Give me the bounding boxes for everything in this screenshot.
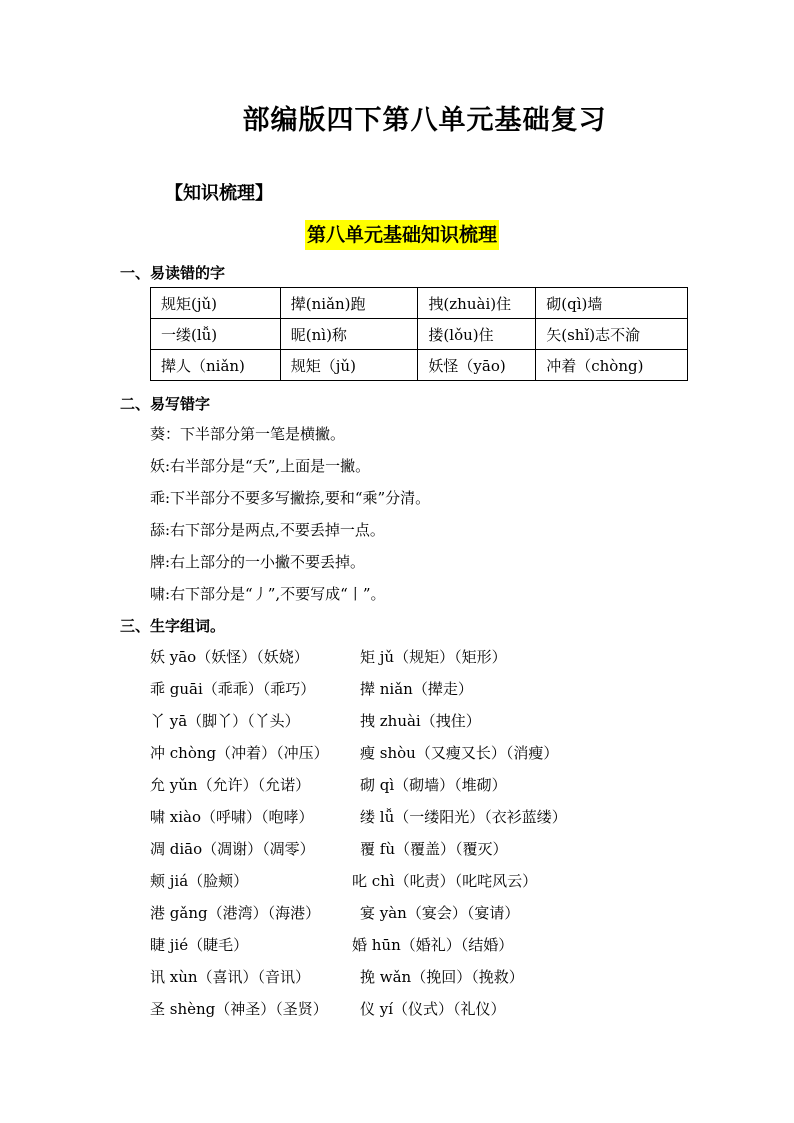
vocab-item-left: 凋 diāo（凋谢）（凋零） — [150, 840, 315, 858]
writing-rule-item: 妖:右半部分是“夭”,上面是一撇。 — [150, 457, 371, 475]
vocab-item-left: 颊 jiá（脸颊） — [150, 872, 249, 890]
section-label: 【知识梳理】 — [165, 183, 273, 204]
vocab-item-right: 叱 chì（叱责）（叱咤风云） — [352, 872, 538, 890]
vocab-item-left: 妖 yāo（妖怪）（妖娆） — [150, 648, 309, 666]
vocab-item-right: 挽 wǎn（挽回）（挽救） — [360, 968, 524, 986]
writing-rule-item: 舔:右下部分是两点,不要丢掉一点。 — [150, 521, 385, 539]
table-cell: 冲着（chòng) — [536, 350, 688, 381]
table-cell: 砌(qì)墙 — [536, 288, 688, 319]
vocab-item-left: 乖 guāi（乖乖）（乖巧） — [150, 680, 316, 698]
vocab-item-right: 婚 hūn（婚礼）（结婚） — [352, 936, 514, 954]
vocab-item-left: 丫 yā（脚丫）（丫头） — [150, 712, 300, 730]
table-cell: 一缕(lǚ) — [151, 319, 281, 350]
vocab-item-left: 允 yǔn（允许）（允诺） — [150, 776, 311, 794]
vocab-item-right: 宴 yàn（宴会）（宴请） — [360, 904, 520, 922]
table-cell: 拽(zhuài)住 — [418, 288, 536, 319]
vocab-item-right: 缕 lǚ（一缕阳光）（衣衫蓝缕） — [360, 808, 567, 826]
vocab-item-left: 啸 xiào（呼啸）（咆哮） — [150, 808, 314, 826]
page-title: 部编版四下第八单元基础复习 — [242, 105, 607, 136]
table-cell: 规矩（jǔ) — [280, 350, 418, 381]
vocab-item-right: 拽 zhuài（拽住） — [360, 712, 481, 730]
table-cell: 妖怪（yāo) — [418, 350, 536, 381]
table-row — [151, 350, 688, 381]
table-row — [151, 288, 688, 319]
section1-heading: 一、易读错的字 — [120, 264, 226, 282]
vocab-item-right: 瘦 shòu（又瘦又长）（消瘦） — [360, 744, 559, 762]
vocab-item-right: 覆 fù（覆盖）（覆灭） — [360, 840, 508, 858]
table-cell: 撵人（niǎn) — [151, 350, 281, 381]
vocab-item-left: 冲 chòng（冲着）（冲压） — [150, 744, 329, 762]
table-cell: 规矩(jǔ) — [151, 288, 281, 319]
section2-heading: 二、易写错字 — [120, 395, 211, 413]
table-cell: 昵(nì)称 — [280, 319, 418, 350]
vocab-item-right: 仪 yí（仪式）（礼仪） — [360, 1000, 506, 1018]
writing-rule-item: 葵：下半部分第一笔是横撇。 — [150, 425, 346, 443]
table-cell: 矢(shǐ)志不渝 — [536, 319, 688, 350]
writing-rule-item: 牌:右上部分的一小撇不要丢掉。 — [150, 553, 366, 571]
table-cell: 撵(niǎn)跑 — [280, 288, 418, 319]
misread-chars-table — [150, 287, 688, 381]
vocab-item-right: 砌 qì（砌墙）（堆砌） — [360, 776, 507, 794]
vocab-item-left: 港 gǎng（港湾）（海港） — [150, 904, 321, 922]
section3-heading: 三、生字组词。 — [120, 617, 226, 635]
vocab-item-left: 讯 xùn（喜讯）（音讯） — [150, 968, 311, 986]
writing-rule-item: 啸:右下部分是“丿”,不要写成“丨”。 — [150, 585, 386, 603]
table-row — [151, 319, 688, 350]
writing-rule-item: 乖:下半部分不要多写撇捺,要和“乘”分清。 — [150, 489, 431, 507]
vocab-item-right: 撵 niǎn（撵走） — [360, 680, 473, 698]
table-cell: 搂(lǒu)住 — [418, 319, 536, 350]
vocab-item-left: 圣 shèng（神圣）（圣贤） — [150, 1000, 328, 1018]
vocab-item-left: 睫 jié（睫毛） — [150, 936, 249, 954]
vocab-item-right: 矩 jǔ（规矩）（矩形） — [360, 648, 507, 666]
unit-title-highlight: 第八单元基础知识梳理 — [305, 220, 499, 250]
